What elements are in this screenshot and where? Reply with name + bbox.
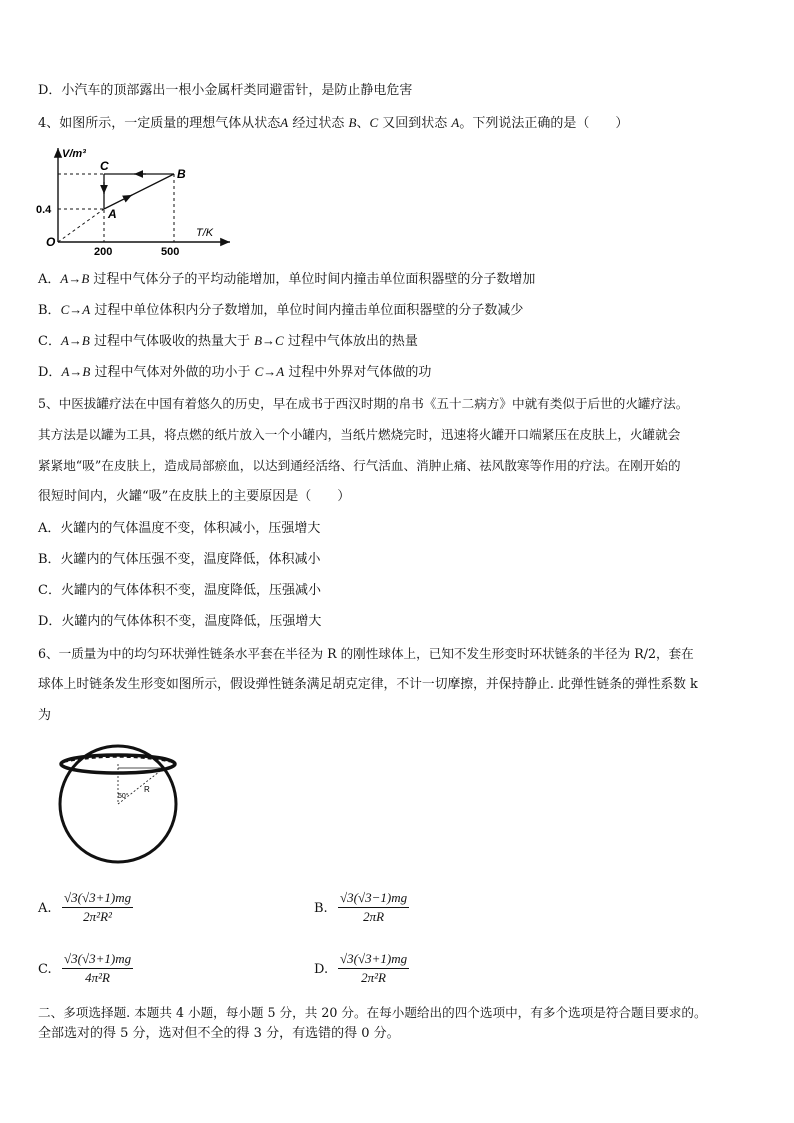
x-tick-label: 200 <box>94 246 113 258</box>
option-text: 过程中气体分子的平均动能增加，单位时间内撞击单位面积器壁的分子数增加 <box>89 272 536 287</box>
section2-heading-line: 全部选对的得 5 分，选对但不全的得 3 分，有选错的得 0 分。 <box>38 1026 400 1041</box>
q6-option-label-b: B. <box>314 901 328 916</box>
q6-option-label-a: A. <box>38 901 52 916</box>
q5-stem-line: 很短时间内，火罐“吸”在皮肤上的主要原因是（ ） <box>38 489 351 504</box>
q6-option-b-fraction <box>338 890 409 925</box>
option-label: C． <box>38 334 61 349</box>
process-label: A→B <box>60 333 90 348</box>
y-axis-label: V/m³ <box>62 148 86 160</box>
q4-option-c <box>38 332 418 351</box>
section2-heading-line: 二、多项选择题. 本题共 4 小题，每小题 5 分，共 20 分。在每小题给出的四个选项中，有多个选项是符合题目要求的。 <box>38 1005 707 1020</box>
q4-stem-text: 。下列说法正确的是（ ） <box>459 116 629 131</box>
q6-stem-line: 6、一质量为中的均匀环状弹性链条水平套在半径为 R 的刚性球体上，已知不发生形变时环状链条的半径为 R/2，套在 <box>38 646 694 661</box>
q4-stem-text: 经过状态 <box>288 116 349 131</box>
q5-option-b: B．火罐内的气体压强不变，温度降低，体积减小 <box>38 552 321 567</box>
angle-label: 50° <box>118 793 129 800</box>
fraction-numerator: √3(√3−1)mg <box>338 890 409 908</box>
radius-label: R <box>144 785 150 794</box>
option-text: 过程中外界对气体做的功 <box>284 365 432 380</box>
q6-option-d-fraction <box>338 951 409 986</box>
point-label-b: B <box>177 167 186 181</box>
q6-option-label-c: C. <box>38 962 52 977</box>
q4-vt-graph <box>34 142 234 258</box>
q6-option-c-fraction <box>62 951 133 986</box>
q5-option-d: D．火罐内的气体体积不变，温度降低，压强增大 <box>38 614 322 629</box>
fraction-numerator: √3(√3+1)mg <box>338 951 409 969</box>
x-axis-label: T/K <box>196 227 214 239</box>
q3-option-d: D．小汽车的顶部露出一根小金属杆类同避雷针，是防止静电危害 <box>38 83 413 98</box>
y-tick-label: 0.4 <box>36 204 52 216</box>
point-label-a: A <box>108 207 117 221</box>
fraction-denominator: 2π²R <box>361 970 386 985</box>
process-a-b <box>104 174 174 209</box>
q4-stem <box>38 114 628 133</box>
fraction-numerator: √3(√3+1)mg <box>62 890 133 908</box>
q4-stem-point: A <box>451 115 460 130</box>
process-label: C→A <box>254 364 285 379</box>
option-text: 过程中气体对外做的功小于 <box>90 365 255 380</box>
option-text: 过程中气体吸收的热量大于 <box>89 334 255 349</box>
process-label: C→A <box>60 302 91 317</box>
q6-option-label-d: D. <box>314 962 329 977</box>
q4-stem-text: 又回到状态 <box>378 116 452 131</box>
q4-option-b <box>38 301 523 320</box>
q4-stem-point: A <box>280 115 289 130</box>
q4-stem-text: 、 <box>356 116 370 131</box>
q4-stem-text: 4、如图所示，一定质量的理想气体从状态 <box>38 116 281 131</box>
q5-stem-line: 5、中医拔罐疗法在中国有着悠久的历史，早在成书于西汉时期的帛书《五十二病方》中就有类似于后世的火罐疗法。 <box>38 396 689 411</box>
fraction-denominator: 4π²R <box>85 970 110 985</box>
q6-sphere-figure <box>56 740 186 866</box>
fraction-denominator: 2π²R² <box>83 909 112 924</box>
option-text: 过程中单位体积内分子数增加，单位时间内撞击单位面积器壁的分子数减少 <box>90 303 524 318</box>
q6-option-a-fraction <box>62 890 133 925</box>
option-label: A． <box>38 272 61 287</box>
origin-label: O <box>46 235 56 249</box>
q5-stem-line: 其方法是以罐为工具，将点燃的纸片放入一个小罐内，当纸片燃烧完时，迅速将火罐开口端紧压在皮肤上，火罐就会 <box>38 427 681 442</box>
x-tick-label: 500 <box>161 246 180 258</box>
fraction-denominator: 2πR <box>363 909 385 924</box>
fraction-numerator: √3(√3+1)mg <box>62 951 133 969</box>
process-label: B→C <box>254 333 284 348</box>
q4-option-d <box>38 363 431 382</box>
q5-option-a: A．火罐内的气体温度不变，体积减小，压强增大 <box>38 521 321 536</box>
process-label: A→B <box>61 364 91 379</box>
option-label: B． <box>38 303 61 318</box>
process-label: A→B <box>60 271 90 286</box>
q5-option-c: C．火罐内的气体体积不变，温度降低，压强减小 <box>38 583 321 598</box>
q4-option-a <box>38 270 535 289</box>
point-label-c: C <box>100 159 109 173</box>
q5-stem-line: 紧紧地“吸”在皮肤上，造成局部瘀血，以达到通经活络、行气活血、消肿止痛、祛风散寒等作用的疗法。在刚开始的 <box>38 458 681 473</box>
q4-stem-point: C <box>369 115 379 130</box>
q4-stem-point: B <box>348 115 357 130</box>
q6-stem-line: 球体上时链条发生形变如图所示，假设弹性链条满足胡克定律，不计一切摩擦，并保持静止. 此弹性链条的弹性系数 k <box>38 677 698 692</box>
q6-stem-line: 为 <box>38 708 52 723</box>
option-text: 过程中气体放出的热量 <box>283 334 418 349</box>
option-label: D． <box>38 365 62 380</box>
